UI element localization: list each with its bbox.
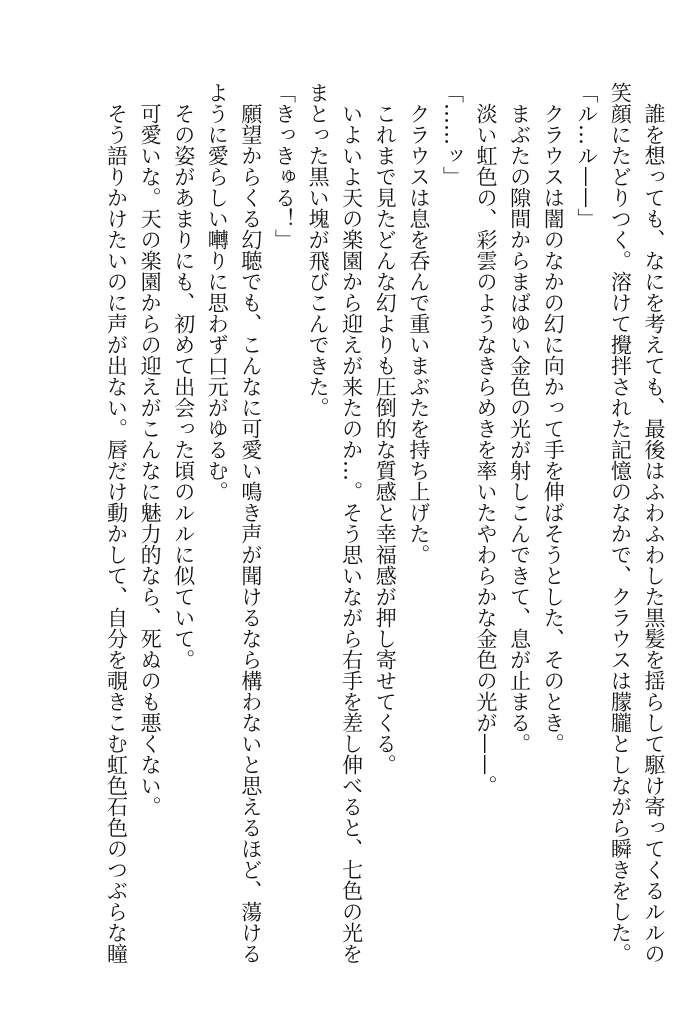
text-column-13: 願望からくる幻聴でも、こんなに可愛い鳴き声が聞けるなら構わないと思えるほど、蕩ける [238,82,263,964]
text-column-1: 誰を想っても、なにを考えても、最後はふわふわした黒髪を揺らして駆け寄ってくるルルの [642,82,666,964]
text-column-15: その姿があまりにも、初めて出会った頃のルルに似ていて。 [171,82,196,670]
text-column-5: まぶたの隙間からまばゆい金色の光が射しこんできて、息が止まる。 [507,82,532,754]
text-column-16: 可愛いな。天の楽園からの迎えがこんなに魅力的なら、死ぬのも悪くない。 [138,82,163,817]
dialog-line-3: 「きっきゅる！」 [272,82,297,250]
text-column-14: ように愛らしい囀りに思わず口元がゆるむ。 [205,82,230,502]
text-column-2: 笑顔にたどりつく。溶けて攪拌された記憶のなかで、クラウスは朦朧としながら瞬きをした。 [608,82,633,964]
dialog-line-1: 「ル…ル——」 [574,82,599,229]
dialog-line-2: 「……ッ」 [440,82,465,187]
text-column-17: そう語りかけたいのに声が出ない。唇だけ動かして、自分を覗きこむ虹色石色のつぶらな瞳 [104,82,129,964]
text-column-4: クラウスは闇のなかの幻に向かって手を伸ばそうとした、そのとき。 [541,82,566,754]
text-column-9: これまで見たどんな幻よりも圧倒的な質感と幸福感が押し寄せてくる。 [373,82,398,775]
text-column-11: まとった黒い塊が飛びこんできた。 [306,82,331,418]
text-column-10: いよいよ天の楽園から迎えが来たのか…。そう思いながら右手を差し伸べると、七色の光を [339,82,364,964]
text-column-6: 淡い虹色の、彩雲のようなきらめきを率いたやわらかな金色の光が——。 [474,82,499,796]
vertical-text-body [40,82,670,982]
text-column-8: クラウスは息を呑んで重いまぶたを持ち上げた。 [406,82,431,565]
